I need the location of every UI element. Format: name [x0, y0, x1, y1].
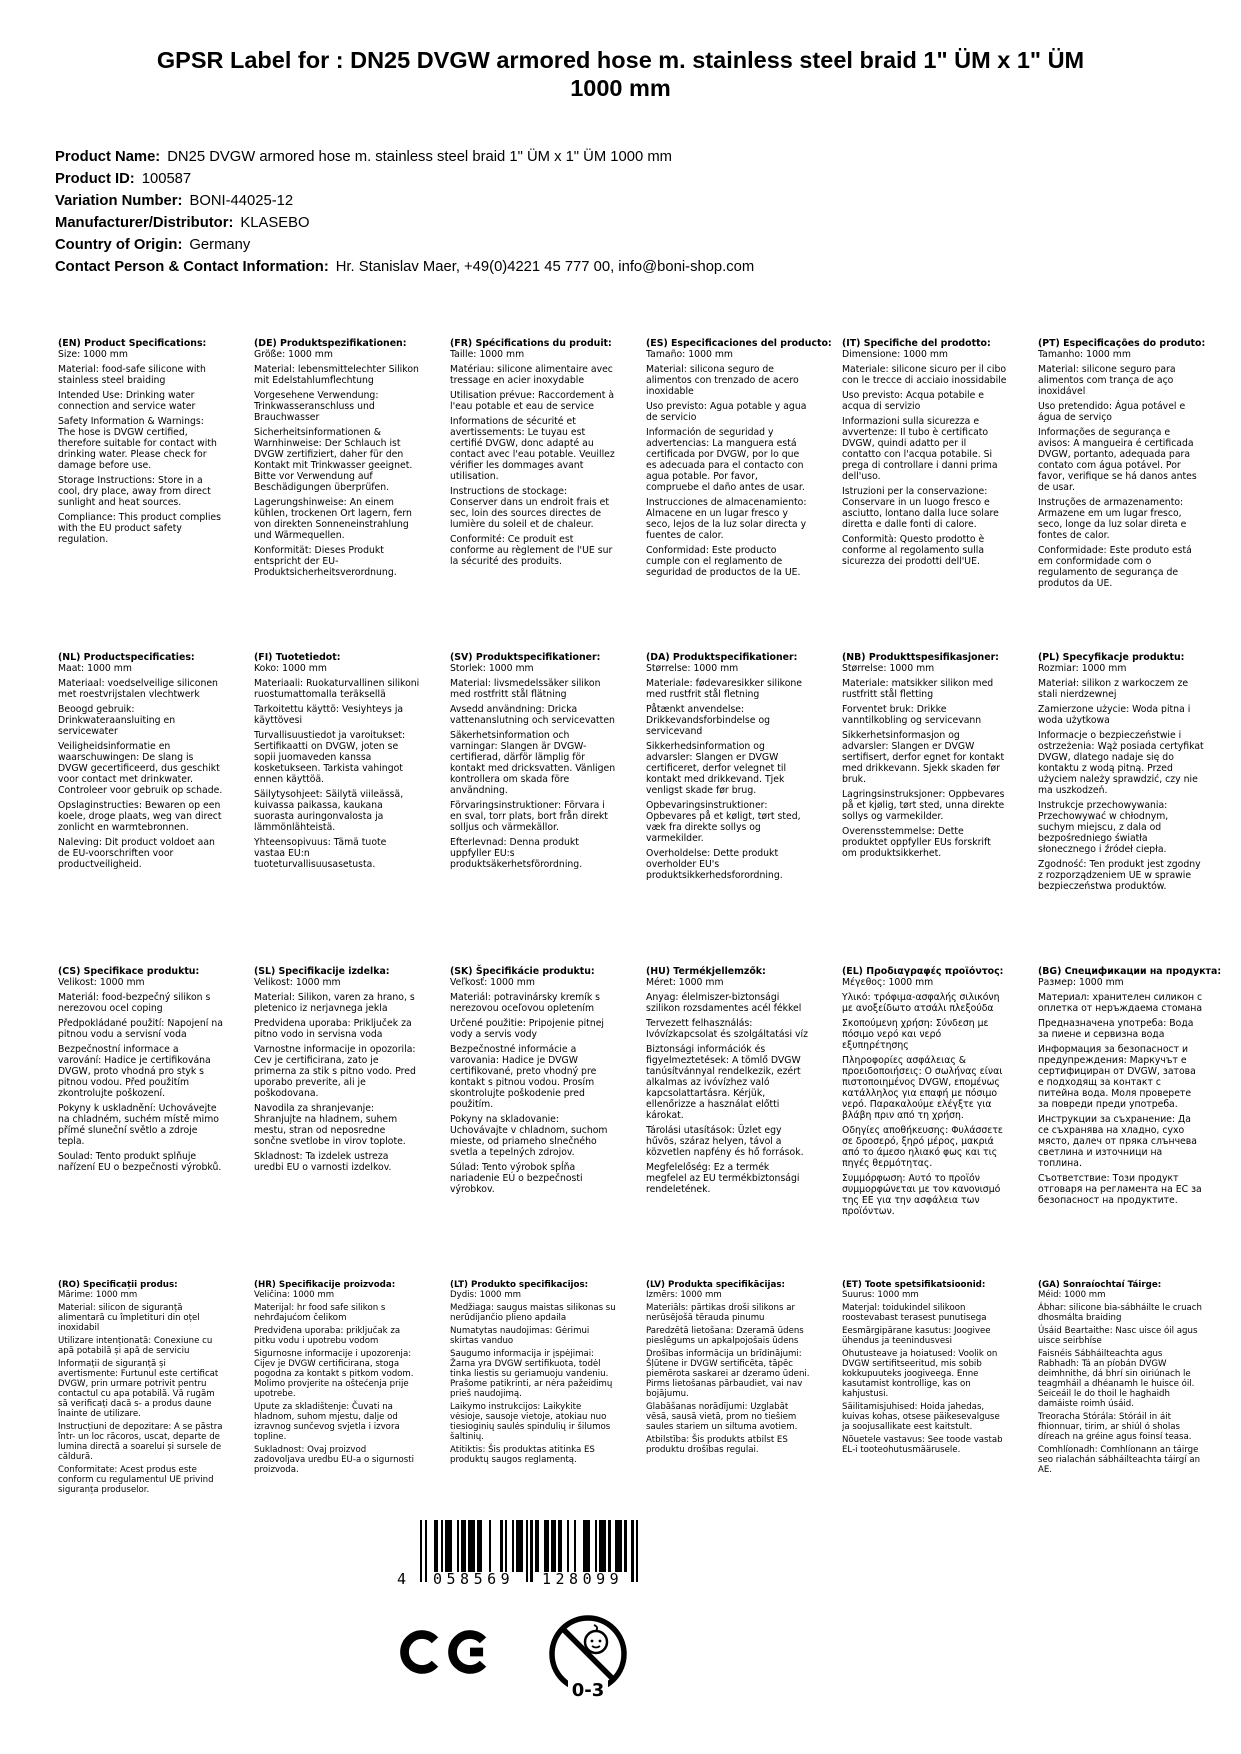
spec-paragraph: Biztonsági információk és figyelmeztetések: A tömlő DVGW tanúsítvánnyal rendelkezik, ezért alkalmas az ivóvízhez való kapcsolattartásra. Kérjük, ellenőrizze a használat előtti károkat. [646, 1044, 801, 1121]
language-spec-block [842, 966, 1008, 1280]
language-spec-block [450, 966, 616, 1280]
spec-block-header: (HR) Specifikacije proizvoda: [254, 1280, 396, 1290]
spec-paragraph: Předpokládané použití: Napojení na pitnou vodu a servisní voda [58, 1018, 223, 1040]
spec-paragraph: Varnostne informacije in opozorila: Cev je certificirana, zato je primerna za stik s pitno vodo. Pred uporabo preverite, ali je poškodovana. [254, 1044, 416, 1099]
spec-paragraph: Velikost: 1000 mm [58, 977, 145, 988]
spec-block-header: (EL) Προδιαγραφές προϊόντος: [842, 966, 1004, 977]
product-info-label: Manufacturer/Distributor: [55, 215, 234, 231]
spec-paragraph: Informazioni sulla sicurezza e avvertenze: Il tubo è certificato DVGW, quindi adatto per il contatto con l'acqua potabile. Si prega di controllare i danni prima dell'uso. [842, 416, 998, 482]
spec-paragraph: Predvidena uporaba: Priključek za pitno vodo in servisna voda [254, 1018, 412, 1040]
spec-paragraph: Υλικό: τρόφιμα-ασφαλής σιλικόνη με ανοξείδωτο ατσάλι πλεξούδα [842, 992, 1000, 1014]
barcode-digits-left: 058569 [433, 1570, 515, 1588]
product-info-value: DN25 DVGW armored hose m. stainless steel braid 1" ÜM x 1" ÜM 1000 mm [167, 149, 672, 165]
language-spec-block [58, 338, 224, 652]
spec-paragraph: Dimensione: 1000 mm [842, 349, 948, 360]
spec-block-header: (NB) Produkttspesifikasjoner: [842, 652, 999, 663]
spec-paragraph: Säilytysohjeet: Säilytä viileässä, kuivassa paikassa, kaukana suorasta auringonvalosta ja lämmönlähteistä. [254, 789, 404, 833]
spec-paragraph: Material: silicone seguro para alimentos com trança de aço inoxidável [1038, 364, 1176, 397]
spec-paragraph: Utilisation prévue: Raccordement à l'eau potable et eau de service [450, 390, 615, 412]
spec-paragraph: Paredzētā lietošana: Dzeramā ūdens pieslēgums un apkalpojošais ūdens [646, 1326, 804, 1346]
spec-paragraph: Συμμόρφωση: Αυτό το προϊόν συμμορφώνεται με τον κανονισμό της ΕΕ για την ασφάλεια των προϊόντων. [842, 1173, 1001, 1217]
spec-paragraph: Maat: 1000 mm [58, 663, 132, 674]
spec-paragraph: Sikkerhedsinformation og advarsler: Slangen er DVGW certificeret, derfor velegnet til kontakt med drikkevand. Tjek venligst skade før brug. [646, 741, 787, 796]
spec-paragraph: Πληροφορίες ασφάλειας & προειδοποιήσεις: Ο σωλήνας είναι πιστοποιημένος DVGW, επομένως κατάλληλος για επαφή με πόσιμο νερό. Παρακαλούμε ελέγξτε για βλάβη πριν από τη χρήση. [842, 1055, 1003, 1121]
language-spec-block [254, 338, 420, 652]
language-spec-block [58, 966, 224, 1280]
spec-paragraph: Pokyny na skladovanie: Uchovávajte v chladnom, suchom mieste, od priameho slnečného svetla a tepelných zdrojov. [450, 1114, 608, 1158]
spec-paragraph: Zamierzone użycie: Woda pitna i woda użytkowa [1038, 704, 1191, 726]
spec-paragraph: Vorgesehene Verwendung: Trinkwasseranschluss und Brauchwasser [254, 390, 379, 423]
language-spec-block [842, 338, 1008, 652]
product-info-row [55, 146, 754, 168]
spec-paragraph: Lagerungshinweise: An einem kühlen, trockenen Ort lagern, fern von direkten Sonneneinstrahlung und Wärmequellen. [254, 497, 412, 541]
language-spec-block [254, 966, 420, 1280]
language-spec-block [1038, 338, 1204, 652]
spec-block-header: (SK) Špecifikácie produktu: [450, 966, 595, 977]
spec-block-header: (CS) Specifikace produktu: [58, 966, 200, 977]
spec-paragraph: Instrucțiuni de depozitare: A se păstra într- un loc răcoros, uscat, departe de lumina directă a soarelui și sursele de căldură. [58, 1422, 223, 1462]
spec-paragraph: Tervezett felhasználás: Ivóvízkapcsolat és szolgáltatási víz [646, 1018, 808, 1040]
spec-paragraph: Storage Instructions: Store in a cool, dry place, away from direct sunlight and heat sources. [58, 475, 211, 508]
spec-paragraph: Opslaginstructies: Bewaren op een koele, droge plaats, weg van direct zonlicht en warmtebronnen. [58, 800, 222, 833]
spec-block-header: (DE) Produktspezifikationen: [254, 338, 407, 349]
spec-paragraph: Eesmärgipärane kasutus: Joogivee ühendus ja teenindusvesi [842, 1326, 991, 1346]
spec-paragraph: Materiale: fødevaresikker silikone med rustfrit stål fletning [646, 678, 802, 700]
spec-paragraph: Größe: 1000 mm [254, 349, 333, 360]
spec-paragraph: Laikymo instrukcijos: Laikykite vėsioje, sausoje vietoje, atokiau nuo tiesioginių saulės spindulių ir šilumos šaltinių. [450, 1402, 611, 1442]
spec-paragraph: Materiale: matsikker silikon med rustfritt stål fletting [842, 678, 994, 700]
product-info-value: KLASEBO [240, 215, 310, 231]
spec-paragraph: Materiaali: Ruokaturvallinen silikoni ruostumattomalla teräksellä [254, 678, 420, 700]
language-spec-block [646, 652, 812, 966]
spec-paragraph: Beoogd gebruik: Drinkwateraansluiting en servicewater [58, 704, 176, 737]
spec-paragraph: Materiale: silicone sicuro per il cibo con le trecce di acciaio inossidabile [842, 364, 1007, 386]
spec-paragraph: Material: silicon de siguranță alimentară cu împletituri din oțel inoxidabil [58, 1303, 200, 1333]
spec-paragraph: Naleving: Dit product voldoet aan de EU-voorschriften voor productveiligheid. [58, 837, 215, 870]
spec-paragraph: Saugumo informacija ir įspėjimai: Žarna yra DVGW sertifikuota, todėl tinka liestis su geriamuoju vandeniu. Prašome patikrinti, ar nėra pažeidimų prieš naudojimą. [450, 1349, 613, 1399]
spec-paragraph: Dydis: 1000 mm [450, 1290, 521, 1300]
spec-paragraph: Tamanho: 1000 mm [1038, 349, 1131, 360]
spec-paragraph: Overholdelse: Dette produkt overholder EU's produktsikkerhedsforordning. [646, 848, 783, 881]
spec-paragraph: Avsedd användning: Dricka vattenanslutning och servicevatten [450, 704, 615, 726]
spec-paragraph: Suurus: 1000 mm [842, 1290, 919, 1300]
spec-paragraph: Sikkerhetsinformasjon og advarsler: Slangen er DVGW sertifisert, derfor egnet for kontakt med drikkevann. Sjekk skaden før bruk. [842, 730, 1005, 785]
spec-paragraph: Mărime: 1000 mm [58, 1290, 138, 1300]
product-info-row [55, 256, 754, 278]
spec-paragraph: Súlad: Tento výrobok spĺňa nariadenie EÚ o bezpečnosti výrobkov. [450, 1162, 583, 1195]
language-spec-block [58, 652, 224, 966]
spec-paragraph: Forventet bruk: Drikke vanntilkobling og servicevann [842, 704, 982, 726]
spec-paragraph: Konformität: Dieses Produkt entspricht der EU-Produktsicherheitsverordnung. [254, 545, 397, 578]
spec-paragraph: Navodila za shranjevanje: Shranjujte na hladnem, suhem mestu, stran od neposredne sončne svetlobe in virov toplote. [254, 1103, 406, 1147]
spec-paragraph: Faisnéis Sábháilteachta agus Rabhadh: Tá an píobán DVGW deimhnithe, dá bhrí sin oiriúnach le teagmháil a dhéanamh le huisce óil. Seiceáil le do thoil le haghaidh damáiste roimh úsáid. [1038, 1349, 1195, 1409]
page-title: GPSR Label for : DN25 DVGW armored hose m. stainless steel braid 1" ÜM x 1" ÜM 1000 mm [156, 47, 1085, 101]
spec-paragraph: Informacje o bezpieczeństwie i ostrzeżenia: Wąż posiada certyfikat DVGW, dlatego nadaje się do kontaktu z wodą pitną. Przed użyciem należy sprawdzić, czy nie ma uszkodzeń. [1038, 730, 1204, 796]
spec-block-header: (BG) Спецификации на продукта: [1038, 966, 1222, 977]
language-spec-block [450, 338, 616, 652]
spec-paragraph: Rozmiar: 1000 mm [1038, 663, 1127, 674]
spec-block-header: (NL) Productspecificaties: [58, 652, 195, 663]
spec-paragraph: Информация за безопасност и предупреждения: Маркучът е сертифициран от DVGW, затова е подходящ за контакт с питейна вода. Моля проверете за повреди преди употреба. [1038, 1044, 1196, 1110]
spec-paragraph: Инструкции за съхранение: Да се съхранява на хладно, сухо място, далеч от пряка слънчева светлина и източници на топлина. [1038, 1114, 1197, 1169]
spec-paragraph: Materiał: silikon z warkoczem ze stali nierdzewnej [1038, 678, 1189, 700]
spec-paragraph: Utilizare intenționată: Conexiune cu apă potabilă și apă de serviciu [58, 1336, 213, 1356]
spec-paragraph: Säilitamisjuhised: Hoida jahedas, kuivas kohas, otsese päikesevalguse ja soojusallikate eest kaitstult. [842, 1402, 1000, 1432]
spec-paragraph: Overensstemmelse: Dette produktet oppfyller EUs forskrift om produktsikkerhet. [842, 826, 991, 859]
spec-block-header: (DA) Produktspecifikationer: [646, 652, 798, 663]
spec-paragraph: Предназначена употреба: Вода за пиене и сервизна вода [1038, 1018, 1194, 1040]
language-spec-block [842, 652, 1008, 966]
spec-paragraph: Pokyny k uskladnění: Uchovávejte na chladném, suchém místě mimo přímé sluneční světlo a zdroje tepla. [58, 1103, 219, 1147]
product-info-label: Product Name: [55, 149, 161, 165]
spec-block-header: (FR) Spécifications du produit: [450, 338, 612, 349]
spec-paragraph: Určené použitie: Pripojenie pitnej vody a servis vody [450, 1018, 605, 1040]
spec-paragraph: Instructions de stockage: Conserver dans un endroit frais et sec, loin des sources directes de lumière du soleil et de chaleur. [450, 486, 610, 530]
spec-paragraph: Atbilstība: Šis produkts atbilst ES produktu drošības regulai. [646, 1435, 788, 1455]
product-info-row [55, 212, 754, 234]
spec-paragraph: Informații de siguranță și avertismente: Furtunul este certificat DVGW, prin urmare potrivit pentru contactul cu apa potabilă. Vă rugăm să verificați dacă s- a produs daune înainte de utilizare. [58, 1359, 219, 1419]
spec-paragraph: Informações de segurança e avisos: A mangueira é certificada DVGW, portanto, adequada para contato com água potável. Por favor, verifique se há danos antes de usar. [1038, 427, 1197, 493]
language-spec-block [842, 1280, 1008, 1498]
spec-paragraph: Conformidade: Este produto está em conformidade com o regulamento de segurança de produtos da UE. [1038, 545, 1192, 589]
spec-paragraph: Sicherheitsinformationen & Warnhinweise: Der Schlauch ist DVGW zertifiziert, daher für den Kontakt mit Trinkwasser geeignet. Bitte vor Verwendung auf Beschädigungen überprüfen. [254, 427, 413, 493]
age-warning-0-3-icon [545, 1612, 631, 1716]
spec-paragraph: Veličina: 1000 mm [254, 1290, 335, 1300]
spec-paragraph: Conformitate: Acest produs este conform cu regulamentul UE privind siguranța produselor. [58, 1465, 214, 1495]
spec-block-header: (PL) Specyfikacje produktu: [1038, 652, 1185, 663]
spec-paragraph: Veľkosť: 1000 mm [450, 977, 535, 988]
barcode-bar [636, 1520, 638, 1582]
spec-paragraph: Yhteensopivuus: Tämä tuote vastaa EU:n tuoteturvallisuusasetusta. [254, 837, 387, 870]
spec-paragraph: Instrucciones de almacenamiento: Almacene en un lugar fresco y seco, lejos de la luz solar directa y fuentes de calor. [646, 497, 807, 541]
spec-block-header: (HU) Termékjellemzők: [646, 966, 766, 977]
spec-paragraph: Lagringsinstruksjoner: Oppbevares på et kjølig, tørt sted, unna direkte sollys og varmekilder. [842, 789, 1005, 822]
language-spec-block [450, 1280, 616, 1498]
spec-paragraph: Velikost: 1000 mm [254, 977, 341, 988]
product-info-value: 100587 [141, 171, 192, 187]
spec-paragraph: Σκοπούμενη χρήση: Σύνδεση με πόσιμο νερό και νερό εξυπηρέτησης [842, 1018, 989, 1051]
spec-paragraph: Materijal: hr food safe silikon s nehrđajućom čelikom [254, 1303, 386, 1323]
spec-paragraph: Materjal: toidukindel silikoon roostevabast terasest punutisega [842, 1303, 987, 1323]
product-info-label: Contact Person & Contact Information: [55, 259, 329, 275]
spec-paragraph: Uso previsto: Acqua potabile e acqua di servizio [842, 390, 985, 412]
spec-paragraph: Sukladnost: Ovaj proizvod zadovoljava uredbu EU-a o sigurnosti proizvoda. [254, 1445, 415, 1475]
spec-paragraph: Predviđena uporaba: priključak za pitku vodu i upotrebu vodom [254, 1326, 401, 1346]
ce-mark-icon [398, 1628, 494, 1676]
spec-paragraph: Upute za skladištenje: Čuvati na hladnom, suhom mjestu, dalje od izravnog sunčevog svjetla i izvora topline. [254, 1402, 400, 1442]
language-spec-block [254, 652, 420, 966]
product-info-label: Variation Number: [55, 193, 183, 209]
spec-paragraph: Drošības informācija un brīdinājumi: Šļūtene ir DVGW sertificēta, tāpēc piemērota saskarei ar dzeramo ūdeni. Pirms lietošanas pārbaudiet, vai nav bojājumu. [646, 1349, 810, 1399]
spec-paragraph: Izmērs: 1000 mm [646, 1290, 722, 1300]
spec-paragraph: Material: lebensmittelechter Silikon mit Edelstahlumflechtung [254, 364, 419, 386]
language-spec-block [646, 338, 832, 652]
spec-paragraph: Glabāšanas norādījumi: Uzglabāt vēsā, sausā vietā, prom no tiešiem saules stariem un siltuma avotiem. [646, 1402, 798, 1432]
spec-paragraph: Atitiktis: Šis produktas atitinka ES produktų saugos reglamentą. [450, 1445, 595, 1465]
product-info-row [55, 168, 754, 190]
spec-paragraph: Conformité: Ce produit est conforme au règlement de l'UE sur la sécurité des produits. [450, 534, 613, 567]
spec-block-header: (ET) Toote spetsifikatsioonid: [842, 1280, 986, 1290]
spec-paragraph: Størrelse: 1000 mm [842, 663, 935, 674]
spec-paragraph: Instruções de armazenamento: Armazene em um lugar fresco, seco, longe da luz solar direta e fontes de calor. [1038, 497, 1187, 541]
spec-paragraph: Οδηγίες αποθήκευσης: Φυλάσσετε σε δροσερό, ξηρό μέρος, μακριά από το άμεσο ηλιακό φως και τις πηγές θερμότητας. [842, 1125, 1003, 1169]
spec-paragraph: Storlek: 1000 mm [450, 663, 534, 674]
spec-paragraph: Instrukcje przechowywania: Przechowywać w chłodnym, suchym miejscu, z dala od bezpośredniego światła słonecznego i źródeł ciepła. [1038, 800, 1169, 855]
spec-paragraph: Numatytas naudojimas: Gėrimui skirtas vanduo [450, 1326, 590, 1346]
spec-paragraph: Förvaringsinstruktioner: Förvara i en sval, torr plats, bort från direkt solljus och värmekällor. [450, 800, 608, 833]
age-warning-text: 0-3 [571, 1680, 605, 1701]
spec-block-header: (IT) Specifiche del prodotto: [842, 338, 991, 349]
spec-paragraph: Méid: 1000 mm [1038, 1290, 1106, 1300]
spec-paragraph: Zgodność: Ten produkt jest zgodny z rozporządzeniem UE w sprawie bezpieczeństwa produktów. [1038, 859, 1201, 892]
language-spec-block [1038, 966, 1222, 1280]
spec-block-header: (LV) Produkta specifikācijas: [646, 1280, 785, 1290]
language-spec-block [1038, 1280, 1204, 1498]
spec-block-header: (LT) Produkto specifikacijos: [450, 1280, 589, 1290]
spec-block-header: (PT) Especificações do produto: [1038, 338, 1206, 349]
spec-paragraph: Comhlíonadh: Comhlíonann an táirge seo rialachán sábháilteachta táirgí an AE. [1038, 1445, 1201, 1475]
spec-paragraph: Conformidad: Este producto cumple con el reglamento de seguridad de productos de la UE. [646, 545, 801, 578]
language-spec-block [646, 966, 812, 1280]
spec-block-header: (GA) Sonraíochtaí Táirge: [1038, 1280, 1162, 1290]
spec-paragraph: Turvallisuustiedot ja varoitukset: Sertifikaatti on DVGW, joten se sopii juomaveden kanssa kosketukseen. Tarkista vahingot ennen käyttöä. [254, 730, 406, 785]
spec-paragraph: Размер: 1000 mm [1038, 977, 1124, 988]
spec-paragraph: Compliance: This product complies with the EU product safety regulation. [58, 512, 221, 545]
spec-paragraph: Uso pretendido: Água potável e água de serviço [1038, 401, 1186, 423]
spec-block-header: (ES) Especificaciones del producto: [646, 338, 832, 349]
product-info-value: Germany [189, 237, 251, 253]
spec-paragraph: Soulad: Tento produkt splňuje nařízení EU o bezpečnosti výrobků. [58, 1151, 222, 1173]
spec-paragraph: Méret: 1000 mm [646, 977, 724, 988]
spec-paragraph: Intended Use: Drinking water connection and service water [58, 390, 196, 412]
spec-paragraph: Megfelelőség: Ez a termék megfelel az EU termékbiztonsági rendeletének. [646, 1162, 800, 1195]
language-specifications-grid [58, 338, 1222, 1498]
spec-paragraph: Materiāls: pārtikas droši silikons ar nerūsējošā tērauda pinumu [646, 1303, 796, 1323]
spec-paragraph: Материал: хранителен силикон с оплетка от неръждаема стомана [1038, 992, 1203, 1014]
spec-paragraph: Úsáid Beartaithe: Nasc uisce óil agus uisce seirbhíse [1038, 1326, 1198, 1346]
spec-paragraph: Nõuetele vastavus: See toode vastab EL-i tooteohutusmäärusele. [842, 1435, 1003, 1455]
spec-paragraph: Tarkoitettu käyttö: Vesiyhteys ja käyttövesi [254, 704, 404, 726]
spec-paragraph: Tamaño: 1000 mm [646, 349, 733, 360]
language-spec-block [58, 1280, 224, 1498]
spec-paragraph: Påtænkt anvendelse: Drikkevandsforbindelse og servicevand [646, 704, 771, 737]
language-spec-block [646, 1280, 812, 1498]
product-info-row [55, 190, 754, 212]
barcode-digit-lead: 4 [397, 1570, 407, 1588]
language-spec-block [254, 1280, 420, 1498]
spec-paragraph: Μέγεθος: 1000 mm [842, 977, 934, 988]
spec-paragraph: Ábhar: silicone bia-sábháilte le cruach dhosmálta braiding [1038, 1303, 1202, 1323]
spec-block-header: (RO) Specificații produs: [58, 1280, 178, 1290]
spec-block-header: (SL) Specifikacije izdelka: [254, 966, 390, 977]
spec-paragraph: Съответствие: Този продукт отговаря на регламента на ЕС за безопасност на продуктите. [1038, 1173, 1202, 1206]
spec-paragraph: Material: livsmedelssäker silikon med rostfritt stål flätning [450, 678, 601, 700]
spec-paragraph: Veiligheidsinformatie en waarschuwingen: De slang is DVGW gecertificeerd, dus geschikt voor contact met drinkwater. Controleer voor gebruik op schade. [58, 741, 223, 796]
spec-paragraph: Sigurnosne informacije i upozorenja: Cijev je DVGW certificirana, stoga pogodna za kontakt s pitkom vodom. Molimo provjerite na oštećenja prije upotrebe. [254, 1349, 414, 1399]
product-info-label: Product ID: [55, 171, 135, 187]
spec-block-header: (SV) Produktspecifikationer: [450, 652, 601, 663]
spec-block-header: (FI) Tuotetiedot: [254, 652, 341, 663]
spec-paragraph: Bezpečnostné informácie a varovania: Hadice je DVGW certifikované, preto vhodný pre kontakt s pitnou vodou. Prosím skontrolujte poškodenie pred použitím. [450, 1044, 597, 1110]
spec-paragraph: Material: Silikon, varen za hrano, s pletenico iz nerjavnega jekla [254, 992, 415, 1014]
spec-paragraph: Size: 1000 mm [58, 349, 128, 360]
spec-paragraph: Conformità: Questo prodotto è conforme al regolamento sulla sicurezza dei prodotti dell'UE. [842, 534, 985, 567]
spec-paragraph: Taille: 1000 mm [450, 349, 525, 360]
barcode-digits-right: 128099 [542, 1570, 624, 1588]
spec-paragraph: Material: food-safe silicone with stainless steel braiding [58, 364, 206, 386]
spec-paragraph: Säkerhetsinformation och varningar: Slangen är DVGW-certifierad, därför lämplig för kontakt med dricksvatten. Vänligen kontrollera om skada före användning. [450, 730, 616, 796]
spec-paragraph: Materiál: potravinársky kremík s nerezovou oceľovou opletením [450, 992, 601, 1014]
product-info-value: Hr. Stanislav Maer, +49(0)4221 45 777 00, info@boni-shop.com [335, 259, 755, 275]
spec-paragraph: Opbevaringsinstruktioner: Opbevares på et køligt, tørt sted, væk fra direkte sollys og varmekilder. [646, 800, 801, 844]
spec-paragraph: Matériau: silicone alimentaire avec tressage en acier inoxydable [450, 364, 613, 386]
spec-paragraph: Safety Information & Warnings: The hose is DVGW certified, therefore suitable for contact with drinking water. Please check for damage before use. [58, 416, 217, 471]
product-info-label: Country of Origin: [55, 237, 183, 253]
spec-paragraph: Skladnost: Ta izdelek ustreza uredbi EU o varnosti izdelkov. [254, 1151, 392, 1173]
product-info-block [55, 146, 754, 278]
spec-paragraph: Informations de sécurité et avertissements: Le tuyau est certifié DVGW, donc adapté au contact avec l'eau potable. Veuillez vérifier les dommages avant utilisation. [450, 416, 615, 482]
spec-paragraph: Treoracha Stórála: Stóráil in áit fhionnuar, tirim, ar shiúl ó sholas díreach na gréine agus foinsí teasa. [1038, 1412, 1192, 1442]
spec-paragraph: Efterlevnad: Denna produkt uppfyller EU:s produktsäkerhetsförordning. [450, 837, 583, 870]
spec-paragraph: Uso previsto: Agua potable y agua de servicio [646, 401, 807, 423]
spec-paragraph: Størrelse: 1000 mm [646, 663, 739, 674]
spec-paragraph: Medžiaga: saugus maistas silikonas su nerūdijančio plieno apdaila [450, 1303, 616, 1323]
spec-block-header: (EN) Product Specifications: [58, 338, 207, 349]
product-info-value: BONI-44025-12 [189, 193, 294, 209]
spec-paragraph: Anyag: élelmiszer-biztonsági szilikon rozsdamentes acél fékkel [646, 992, 802, 1014]
spec-paragraph: Material: silicona seguro de alimentos con trenzado de acero inoxidable [646, 364, 799, 397]
language-spec-block [450, 652, 616, 966]
spec-paragraph: Información de seguridad y advertencias: La manguera está certificada por DVGW, por lo que es adecuada para el contacto con agua potable. Por favor, compruebe el daño antes de usar. [646, 427, 805, 493]
ean13-barcode [392, 1520, 652, 1612]
spec-paragraph: Istruzioni per la conservazione: Conservare in un luogo fresco e asciutto, lontano dalla luce solare diretta e dalle fonti di calore. [842, 486, 999, 530]
language-spec-block [1038, 652, 1204, 966]
spec-paragraph: Koko: 1000 mm [254, 663, 327, 674]
spec-paragraph: Materiaal: voedselveilige siliconen met roestvrijstalen vlechtwerk [58, 678, 218, 700]
product-info-row [55, 234, 754, 256]
spec-paragraph: Tárolási utasítások: Üzlet egy hűvös, száraz helyen, távol a közvetlen napfény és hő források. [646, 1125, 804, 1158]
spec-paragraph: Ohutusteave ja hoiatused: Voolik on DVGW sertifitseeritud, mis sobib kokkupuuteks joogiveega. Enne kasutamist kontrollige, kas on kahjustusi. [842, 1349, 998, 1399]
spec-paragraph: Materiál: food-bezpečný silikon s nerezovou ocel coping [58, 992, 211, 1014]
spec-paragraph: Bezpečnostní informace a varování: Hadice je certifikována DVGW, proto vhodná pro styk s pitnou vodou. Před použitím zkontrolujte poškození. [58, 1044, 211, 1099]
